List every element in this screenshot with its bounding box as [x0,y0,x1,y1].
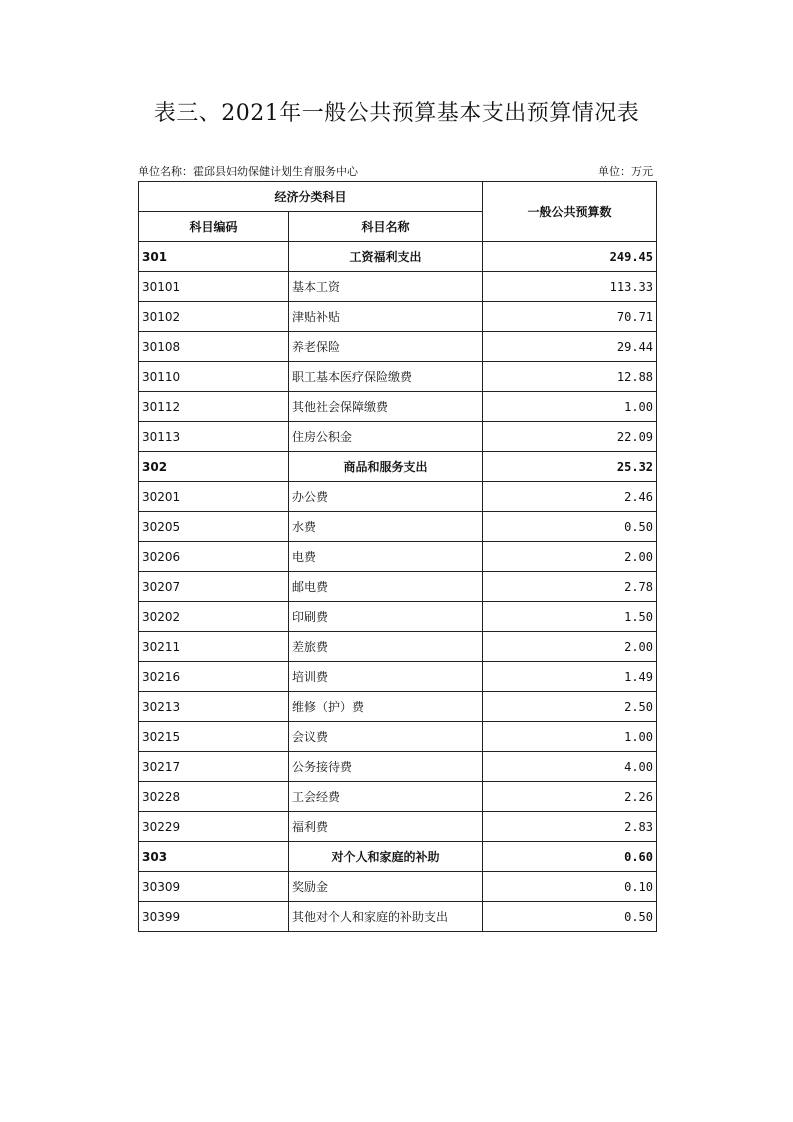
row-code: 30207 [139,572,289,602]
row-code: 30228 [139,782,289,812]
row-amount: 70.71 [483,302,657,332]
row-name: 电费 [289,542,483,572]
row-name: 邮电费 [289,572,483,602]
table-row [139,362,657,392]
row-code: 30309 [139,872,289,902]
unit-name-label: 单位名称：霍邱县妇幼保健计划生育服务中心 [138,165,358,178]
row-code: 30217 [139,752,289,782]
row-name: 其他对个人和家庭的补助支出 [289,902,483,932]
row-amount: 2.00 [483,542,657,572]
row-amount: 1.00 [483,722,657,752]
table-row [139,662,657,692]
table-row [139,482,657,512]
row-name: 印刷费 [289,602,483,632]
table-row [139,872,657,902]
row-name: 基本工资 [289,272,483,302]
row-name: 津贴补贴 [289,302,483,332]
row-name: 工资福利支出 [289,242,483,272]
row-amount: 2.46 [483,482,657,512]
table-row [139,752,657,782]
table-row [139,302,657,332]
row-amount: 1.49 [483,662,657,692]
category-row [139,452,657,482]
row-amount: 249.45 [483,242,657,272]
row-code: 30211 [139,632,289,662]
page-title: 表三、2021年一般公共预算基本支出预算情况表 [153,101,640,126]
row-name: 奖励金 [289,872,483,902]
row-amount: 4.00 [483,752,657,782]
row-name: 住房公积金 [289,422,483,452]
row-code: 302 [139,452,289,482]
row-amount: 113.33 [483,272,657,302]
header-amount: 一般公共预算数 [483,182,657,242]
row-code: 30112 [139,392,289,422]
category-row [139,842,657,872]
row-amount: 1.00 [483,392,657,422]
table-row [139,332,657,362]
row-amount: 22.09 [483,422,657,452]
table-row [139,272,657,302]
row-code: 30101 [139,272,289,302]
table-row [139,692,657,722]
row-name: 水费 [289,512,483,542]
row-code: 30113 [139,422,289,452]
table-body [139,242,657,932]
row-amount: 0.50 [483,902,657,932]
row-name: 养老保险 [289,332,483,362]
row-code: 30399 [139,902,289,932]
row-amount: 29.44 [483,332,657,362]
row-name: 公务接待费 [289,752,483,782]
row-name: 工会经费 [289,782,483,812]
table-row [139,632,657,662]
row-code: 303 [139,842,289,872]
header-name: 科目名称 [289,212,483,242]
row-name: 对个人和家庭的补助 [289,842,483,872]
row-amount: 1.50 [483,602,657,632]
row-code: 30216 [139,662,289,692]
row-code: 30202 [139,602,289,632]
row-amount: 12.88 [483,362,657,392]
category-row [139,242,657,272]
row-name: 会议费 [289,722,483,752]
row-name: 其他社会保障缴费 [289,392,483,422]
row-amount: 0.50 [483,512,657,542]
row-code: 301 [139,242,289,272]
table-row [139,902,657,932]
row-code: 30215 [139,722,289,752]
table-row [139,812,657,842]
row-name: 福利费 [289,812,483,842]
row-code: 30213 [139,692,289,722]
row-code: 30229 [139,812,289,842]
row-amount: 0.10 [483,872,657,902]
table-row [139,512,657,542]
row-amount: 25.32 [483,452,657,482]
row-code: 30206 [139,542,289,572]
table-row [139,422,657,452]
row-code: 30205 [139,512,289,542]
row-amount: 2.50 [483,692,657,722]
row-name: 职工基本医疗保险缴费 [289,362,483,392]
header-row-group [139,182,657,212]
row-amount: 2.83 [483,812,657,842]
table-row [139,542,657,572]
row-code: 30108 [139,332,289,362]
row-code: 30102 [139,302,289,332]
row-code: 30110 [139,362,289,392]
table-row [139,602,657,632]
table-row [139,722,657,752]
row-amount: 2.00 [483,632,657,662]
table-row [139,782,657,812]
row-name: 办公费 [289,482,483,512]
row-amount: 0.60 [483,842,657,872]
row-name: 差旅费 [289,632,483,662]
header-code: 科目编码 [139,212,289,242]
table-row [139,572,657,602]
unit-label: 单位：万元 [598,165,653,178]
header-economic-category: 经济分类科目 [139,182,483,212]
table-row [139,392,657,422]
row-name: 维修（护）费 [289,692,483,722]
row-name: 商品和服务支出 [289,452,483,482]
row-code: 30201 [139,482,289,512]
budget-table [138,181,657,932]
row-amount: 2.26 [483,782,657,812]
row-name: 培训费 [289,662,483,692]
row-amount: 2.78 [483,572,657,602]
